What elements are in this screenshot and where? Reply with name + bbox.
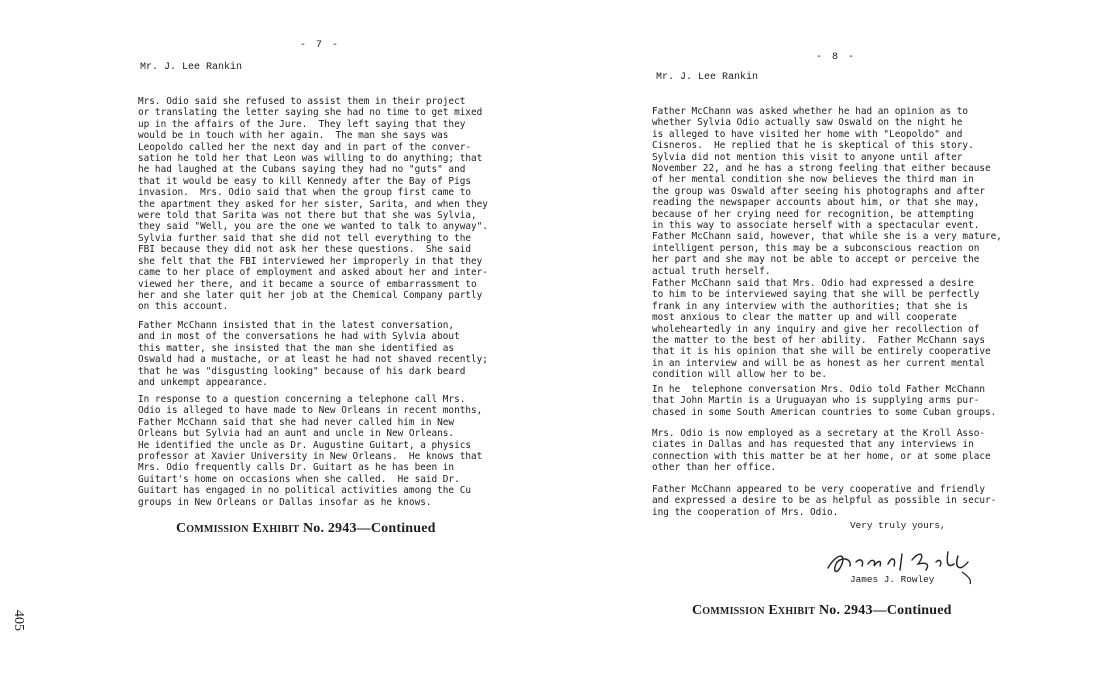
paragraph: Father McChann insisted that in the latest conversation, and in most of the conversations he had with Sylvia about this matter, she insisted that the man she identified as Oswald had a mustache, or at least he had not shaved recently; that he was "disgusting looking" because of his dark beard and unkempt appearance. bbox=[138, 320, 488, 389]
addressee: Mr. J. Lee Rankin bbox=[656, 72, 759, 83]
paragraph: Father McChann was asked whether he had an opinion as to whether Sylvia Odio actually saw Oswald on the night he is alleged to have visited her home with "Leopoldo" and Cisneros. He replied that he is skeptical of this story. Sylvia did not mention this visit to anyone until after November 22, and he has a strong feeling that either because of her mental condition she now believes the third man in the group was Oswald after seeing his photographs and after reading the newspaper accounts about him, or that she may, because of her crying need for recognition, be attempting in this way to associate herself with a spectacular event. Father McChann said, however, that while she is a very mature, intelligent person, this may be a subconscious reaction on her part and she may not be able to accept or perceive the actual truth herself. bbox=[652, 106, 1002, 277]
right-page bbox=[560, 0, 1094, 691]
page-number: - 7 - bbox=[300, 40, 341, 51]
paragraph: Sylvia further said that she did not tell everything to the FBI because they did not ask her these questions. She said she felt that the FBI interviewed her improperly in that they came to her place of employment and asked about her and inter- viewed her there, and it became a source of embarrassment to her and she later quit her job at the Chemical Company partly on this account. bbox=[138, 233, 488, 313]
paragraph: In he telephone conversation Mrs. Odio told Father McChann that John Martin is a Uruguayan who is supplying arms pur- chased in some South American countries to some Cuban groups. bbox=[652, 384, 997, 418]
page-number: - 8 - bbox=[816, 52, 857, 63]
exhibit-caption bbox=[692, 603, 952, 619]
signer-name: James J. Rowley bbox=[850, 574, 935, 585]
paragraph: Father McChann said that Mrs. Odio had expressed a desire to him to be interviewed saying that she will be perfectly frank in any interview with the authorities; that she is most anxious to clear the matter up and will cooperate wholeheartedly in any inquiry and give her recollection of the matter to the best of her ability. Father McChann says that it is his opinion that she will be entirely cooperative in an interview and will be as honest as her current mental condition will allow her to be. bbox=[652, 278, 991, 381]
paragraph: Mrs. Odio is now employed as a secretary at the Kroll Asso- ciates in Dallas and has requested that any interviews in connection with this matter be at her home, or at some place other than her office. bbox=[652, 428, 991, 474]
paragraph: In response to a question concerning a telephone call Mrs. Odio is alleged to have made to New Orleans in recent months, Father McChann said that she had never called him in New Orleans but Sylvia had an aunt and uncle in New Orleans. He identified the uncle as Dr. Augustine Guitart, a physics professor at Xavier University in New Orleans. He knows that Mrs. Odio frequently calls Dr. Guitart as he has been in Guitart's home on occasions when she called. He said Dr. Guitart has engaged in no political activities among the Cu groups in New Orleans or Dallas insofar as he knows. bbox=[138, 394, 483, 508]
exhibit-caption-suffix: No. 2943—Continued bbox=[302, 521, 436, 536]
exhibit-caption bbox=[176, 521, 436, 537]
exhibit-caption-prefix: Commission Exhibit bbox=[176, 521, 300, 536]
side-page-number: 405 bbox=[11, 610, 26, 631]
paragraph: Father McChann appeared to be very cooperative and friendly and expressed a desire to be as helpful as possible in secur- ing the cooperation of Mrs. Odio. bbox=[652, 484, 997, 518]
exhibit-caption-prefix: Commission Exhibit bbox=[692, 603, 816, 618]
exhibit-caption-suffix: No. 2943—Continued bbox=[818, 603, 952, 618]
closing: Very truly yours, bbox=[850, 520, 946, 531]
addressee: Mr. J. Lee Rankin bbox=[140, 62, 243, 73]
paragraph: Mrs. Odio said she refused to assist them in their project or translating the letter saying she had no time to get mixed up in the affairs of the Jure. They left saying that they would be in touch with her again. The man she says was Leopoldo called her the next day and in part of the conver- sation he told her that Leon was willing to do anything; that he had laughed at the Cubans saying they had no "guts" and that it would be easy to kill Kennedy after the Bay of Pigs invasion. Mrs. Odio said that when the group first came to the apartment they asked for her sister, Sarita, and when they were told that Sarita was not there but that she was Sylvia, they said "Well, you are the one we wanted to talk to anyway". bbox=[138, 96, 488, 233]
